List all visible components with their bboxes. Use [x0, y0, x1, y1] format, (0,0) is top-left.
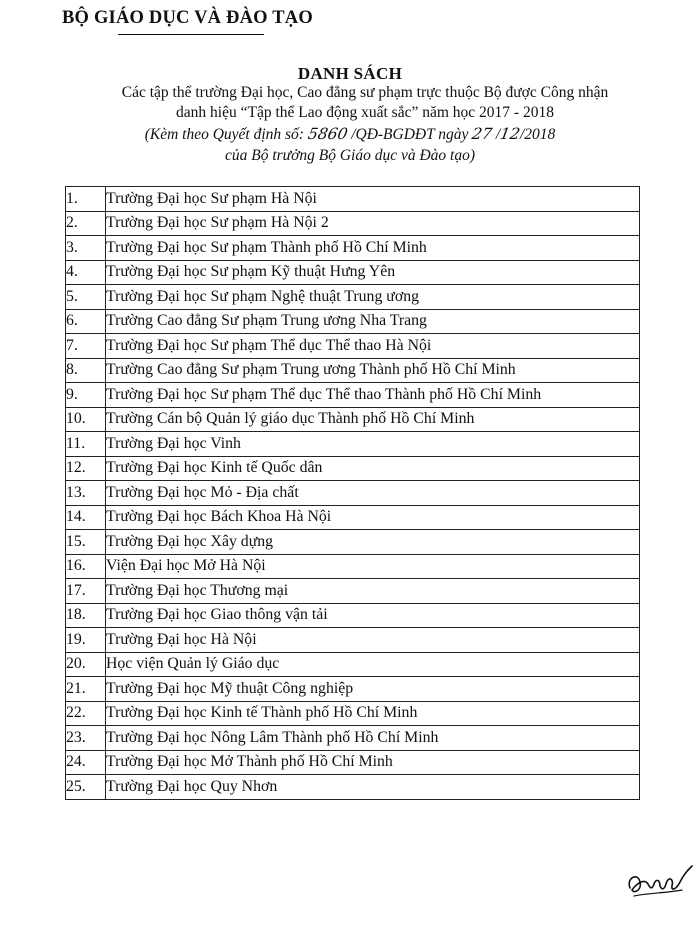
row-number: 5. — [66, 285, 106, 310]
institution-name: Trường Đại học Xây dựng — [106, 530, 640, 555]
document-subtitle — [40, 83, 690, 123]
table-row — [66, 407, 640, 432]
table-row — [66, 432, 640, 457]
ministry-underline — [118, 34, 264, 35]
subtitle-line-2: danh hiệu “Tập thể Lao động xuất sắc” năm học 2017 - 2018 — [176, 104, 554, 121]
decision-mid: /QĐ-BGDĐT ngày — [347, 126, 473, 143]
row-number: 19. — [66, 628, 106, 653]
institution-name: Trường Đại học Thương mại — [106, 579, 640, 604]
row-number: 10. — [66, 407, 106, 432]
row-number: 8. — [66, 358, 106, 383]
institution-name: Trường Đại học Sư phạm Thể dục Thể thao Hà Nội — [106, 334, 640, 359]
ministry-name: BỘ GIÁO DỤC VÀ ĐÀO TẠO — [62, 8, 313, 28]
row-number: 15. — [66, 530, 106, 555]
institution-name: Trường Đại học Bách Khoa Hà Nội — [106, 505, 640, 530]
table-row — [66, 628, 640, 653]
institution-name: Trường Đại học Vinh — [106, 432, 640, 457]
institution-table — [65, 186, 640, 800]
institution-name: Trường Đại học Sư phạm Thành phố Hồ Chí Minh — [106, 236, 640, 261]
decision-year: /2018 — [519, 126, 556, 143]
table-row — [66, 236, 640, 261]
row-number: 22. — [66, 701, 106, 726]
row-number: 20. — [66, 652, 106, 677]
table-row — [66, 652, 640, 677]
table-row — [66, 603, 640, 628]
handwritten-initials — [624, 860, 694, 902]
row-number: 9. — [66, 383, 106, 408]
table-row — [66, 726, 640, 751]
institution-name: Trường Đại học Giao thông vận tải — [106, 603, 640, 628]
table-row — [66, 334, 640, 359]
institution-name: Trường Đại học Sư phạm Hà Nội 2 — [106, 211, 640, 236]
table-row — [66, 677, 640, 702]
row-number: 25. — [66, 775, 106, 800]
decision-day: 27 — [470, 125, 494, 143]
decision-line-1 — [0, 124, 700, 145]
table-row — [66, 285, 640, 310]
table-row — [66, 309, 640, 334]
decision-separator: / — [492, 126, 501, 143]
document-title: DANH SÁCH — [297, 64, 403, 83]
row-number: 17. — [66, 579, 106, 604]
institution-name: Học viện Quản lý Giáo dục — [106, 652, 640, 677]
row-number: 1. — [66, 187, 106, 212]
institution-name: Trường Đại học Mỹ thuật Công nghiệp — [106, 677, 640, 702]
institution-name: Trường Đại học Nông Lâm Thành phố Hồ Chí Minh — [106, 726, 640, 751]
institution-table-body — [66, 187, 640, 800]
table-row — [66, 260, 640, 285]
row-number: 7. — [66, 334, 106, 359]
institution-name: Trường Đại học Kinh tế Quốc dân — [106, 456, 640, 481]
institution-name: Trường Đại học Quy Nhơn — [106, 775, 640, 800]
row-number: 23. — [66, 726, 106, 751]
institution-name: Viện Đại học Mở Hà Nội — [106, 554, 640, 579]
row-number: 2. — [66, 211, 106, 236]
row-number: 21. — [66, 677, 106, 702]
institution-name: Trường Đại học Mở Thành phố Hồ Chí Minh — [106, 750, 640, 775]
institution-name: Trường Cán bộ Quản lý giáo dục Thành phố Hồ Chí Minh — [106, 407, 640, 432]
table-row — [66, 530, 640, 555]
table-row — [66, 211, 640, 236]
table-row — [66, 750, 640, 775]
institution-name: Trường Đại học Kinh tế Thành phố Hồ Chí Minh — [106, 701, 640, 726]
institution-name: Trường Đại học Sư phạm Kỹ thuật Hưng Yên — [106, 260, 640, 285]
row-number: 13. — [66, 481, 106, 506]
table-row — [66, 187, 640, 212]
row-number: 3. — [66, 236, 106, 261]
decision-month: 12 — [498, 125, 522, 143]
table-row — [66, 481, 640, 506]
row-number: 11. — [66, 432, 106, 457]
table-row — [66, 701, 640, 726]
decision-number: 5860 — [306, 125, 349, 143]
institution-name: Trường Đại học Hà Nội — [106, 628, 640, 653]
table-row — [66, 383, 640, 408]
table-row — [66, 456, 640, 481]
institution-name: Trường Cao đẳng Sư phạm Trung ương Thành phố Hồ Chí Minh — [106, 358, 640, 383]
row-number: 24. — [66, 750, 106, 775]
row-number: 6. — [66, 309, 106, 334]
table-row — [66, 554, 640, 579]
institution-name: Trường Đại học Mỏ - Địa chất — [106, 481, 640, 506]
table-row — [66, 579, 640, 604]
institution-name: Trường Đại học Sư phạm Thể dục Thể thao Thành phố Hồ Chí Minh — [106, 383, 640, 408]
institution-name: Trường Cao đẳng Sư phạm Trung ương Nha Trang — [106, 309, 640, 334]
table-row — [66, 505, 640, 530]
decision-line-2: của Bộ trưởng Bộ Giáo dục và Đào tạo) — [224, 147, 476, 164]
row-number: 14. — [66, 505, 106, 530]
row-number: 18. — [66, 603, 106, 628]
institution-name: Trường Đại học Sư phạm Hà Nội — [106, 187, 640, 212]
decision-prefix: (Kèm theo Quyết định số: — [144, 126, 308, 143]
row-number: 16. — [66, 554, 106, 579]
table-row — [66, 775, 640, 800]
decision-reference — [0, 124, 700, 166]
row-number: 12. — [66, 456, 106, 481]
row-number: 4. — [66, 260, 106, 285]
subtitle-line-1: Các tập thể trường Đại học, Cao đẳng sư phạm trực thuộc Bộ được Công nhận — [121, 84, 609, 101]
table-row — [66, 358, 640, 383]
institution-name: Trường Đại học Sư phạm Nghệ thuật Trung ương — [106, 285, 640, 310]
